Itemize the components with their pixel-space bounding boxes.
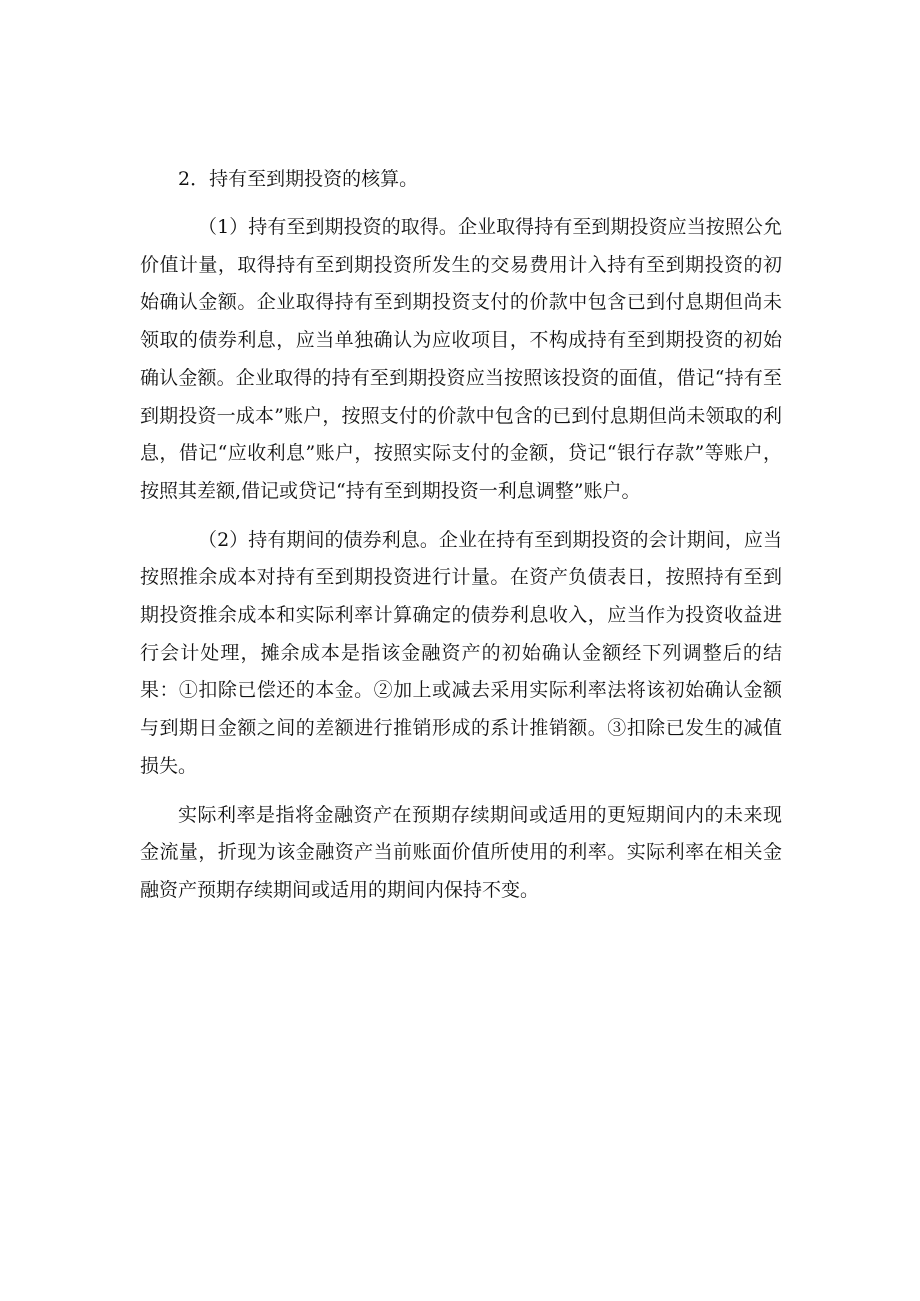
paragraph-effective-rate: 实际利率是指将金融资产在预期存续期间或适用的更短期间内的未来现金流量，折现为该金融资产当前账面价值所使用的利率。实际利率在相关金融资产预期存续期间或适用的期间内保持不变。 xyxy=(140,803,782,901)
section-heading: 2．持有至到期投资的核算。 xyxy=(178,168,419,190)
paragraph-holding-interest: （2）持有期间的债券利息。企业在持有至到期投资的会计期间，应当按照推余成本对持有至到期投资进行计量。在资产负债表日，按照持有至到期投资推余成本和实际利率计算确定的债券利息收入，应当作为投资收益进行会计处理，摊余成本是指该金融资产的初始确认金额经下列调整后的结果：①扣除已偿还的本金。②加上或减去采用实际利率法将该初始确认金额与到期日金额之间的差额进行推销形成的系计推销额。③扣除已发生的减值损失。 xyxy=(140,528,782,777)
document-body xyxy=(140,162,782,921)
paragraph-acquisition: （1）持有至到期投资的取得。企业取得持有至到期投资应当按照公允价值计量，取得持有至到期投资所发生的交易费用计入持有至到期投资的初始确认金额。企业取得持有至到期投资支付的价款中包含已到付息期但尚未领取的债券利息，应当单独确认为应收项目，不构成持有至到期投资的初始确认金额。企业取得的持有至到期投资应当按照该投资的面值，借记“持有至到期投资一成本”账户，按照支付的价款中包含的已到付息期但尚未领取的利息，借记“应收利息”账户，按照实际支付的金额，贷记“银行存款”等账户，按照其差额,借记或贷记“持有至到期投资一利息调整”账户。 xyxy=(140,216,782,502)
